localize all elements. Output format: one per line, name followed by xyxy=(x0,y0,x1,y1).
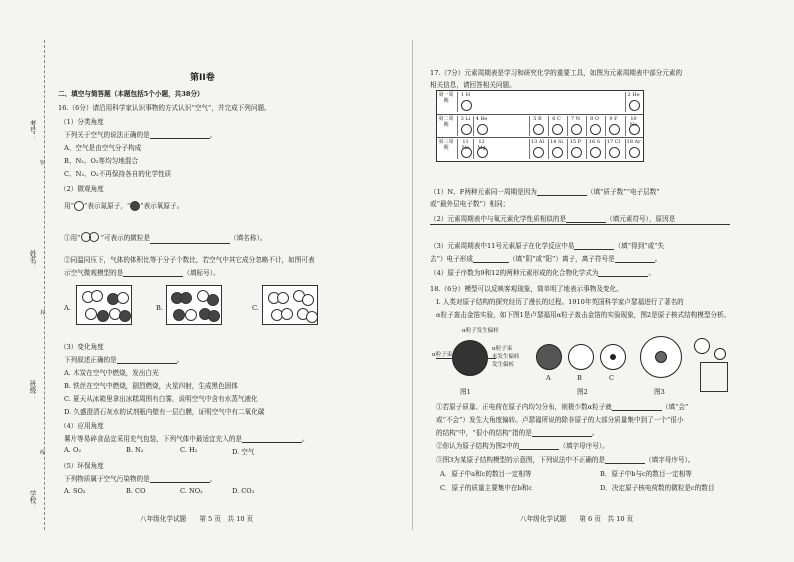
period-row-3 xyxy=(437,137,643,161)
q16-part4-option-d: D. 空气 xyxy=(232,448,255,456)
page-footer-6: 八年级化学试题 第 6 页 共 10 页 xyxy=(520,515,634,523)
q16-legend: 用“ ”表示氮原子，“ ”表示氧原子。 xyxy=(64,202,184,210)
nitrogen-molecule-icon xyxy=(81,232,101,244)
q18-intro-2: α粒子轰击金箔实验，如下图1是卢瑟福用α粒子轰击金箔的实验现象，图2是原子核式结构模型分析。 xyxy=(436,311,731,319)
periodic-table xyxy=(436,90,644,162)
answer-blank[interactable] xyxy=(150,482,210,483)
answer-blank[interactable] xyxy=(566,222,606,223)
class-label: 班级： xyxy=(28,380,36,400)
model-a-icon xyxy=(536,344,562,370)
period-row-1 xyxy=(437,91,643,114)
q17-part2: （2）元素周期表中与氧元素化学性质相似的是 （填元素符号），原因是 xyxy=(430,215,676,223)
box-b-label: B. xyxy=(156,304,163,312)
answer-blank[interactable] xyxy=(537,195,587,196)
q16-part5-option-c: C. NO₂ xyxy=(180,487,203,495)
answer-blank[interactable] xyxy=(150,243,230,244)
page-divider xyxy=(412,40,413,530)
name-label: 姓名： xyxy=(28,250,36,270)
oxygen-atom-icon xyxy=(130,201,140,211)
q16-part4-question: 薯片等易碎食品宜采用充气包装，下列气体中最适宜充入的是 。 xyxy=(64,435,309,443)
q16-part5-option-b: B. CO xyxy=(126,487,146,495)
q16-part5-option-a: A. SO₂ xyxy=(64,487,86,495)
period-1-label: 第一周期 xyxy=(438,92,454,104)
model-a-label: A xyxy=(546,374,551,382)
element-cell: 8 O xyxy=(586,116,602,136)
q16-part1-option-a: A、空气是由空气分子构成 xyxy=(64,144,142,152)
q17-stem-2: 相关信息，请回答相关问题。 xyxy=(430,81,516,89)
answer-blank[interactable] xyxy=(598,276,648,277)
q18-s1-cont-2: 的结构”中，“很小的结构”指的是 。 xyxy=(436,429,599,437)
model-box-c[interactable] xyxy=(262,285,318,325)
exam-number-label: 考号： xyxy=(28,120,36,140)
q17-part3-cont: 去”）电子形成 （填“阴”或“阳”）离子，离子符号是 。 xyxy=(430,255,662,263)
element-cell: 7 N xyxy=(567,116,583,136)
box-a-label: A. xyxy=(64,304,71,312)
figure-3-label: 图3 xyxy=(654,388,665,396)
school-label: 学校： xyxy=(28,490,36,510)
fig-label-undeflected: 未发生偏转 xyxy=(492,354,520,360)
element-cell: 5 B xyxy=(529,116,545,136)
answer-blank[interactable] xyxy=(242,442,302,443)
q17-part3: （3）元素周期表中11号元素原子在化学反应中易 （填“得到”或“失 xyxy=(430,242,665,250)
model-box-a[interactable] xyxy=(76,285,132,325)
model-b-label: B xyxy=(577,374,582,382)
element-cell: 11 Na xyxy=(457,139,473,159)
q18-s3-option-a: A．原子中a和c的数目一定相等 xyxy=(440,470,532,478)
element-cell: 10 Ne xyxy=(625,116,641,136)
answer-blank[interactable] xyxy=(519,449,559,450)
q16-part2-1: ①用“ ”可表示的微粒是 （填名称）。 xyxy=(64,234,267,242)
q17-part1-cont: 或“最外层电子数”）相同； xyxy=(430,200,510,208)
element-cell: 12 Mg xyxy=(473,139,489,159)
element-cell: 3 Li xyxy=(457,116,473,136)
element-cell: 2 He xyxy=(625,92,641,112)
q18-s2: ②你认为原子结构为图2中的 （填字母序号）。 xyxy=(436,442,609,450)
q16-part1-heading: （1）分类角度 xyxy=(60,118,104,126)
figure-1-label: 图1 xyxy=(460,388,471,396)
element-cell: 13 Al xyxy=(529,139,545,159)
model-c-label: C xyxy=(609,374,615,382)
binding-strip xyxy=(14,40,54,530)
particle-b-icon xyxy=(714,348,726,360)
fig-label-deflected: 发生偏转 xyxy=(492,362,515,368)
model-box-b[interactable] xyxy=(166,285,222,325)
element-cell: 1 H xyxy=(457,92,473,112)
seal-mark-mi: 密 xyxy=(40,160,46,166)
q16-part2-2b: 示空气微观模型的是 （填标号）。 xyxy=(64,269,220,277)
q18-s1: ①若原子质量、正电荷在原子内均匀分布，则极少数α粒子就 （填“会” xyxy=(436,403,689,411)
model-b-icon xyxy=(568,344,594,370)
nucleus-icon xyxy=(610,354,616,360)
period-3-label: 第三周期 xyxy=(438,139,454,151)
q18-s3-option-d: D．决定原子核电荷数的微粒是c的数目 xyxy=(600,484,715,492)
box-c-label: C. xyxy=(252,304,259,312)
element-cell: 14 Si xyxy=(548,139,564,159)
nitrogen-atom-icon xyxy=(74,201,84,211)
fig-label-beam: α粒子束 xyxy=(432,352,453,358)
fig-label-deflect: α粒子发生偏转 xyxy=(462,328,499,334)
q16-part3-option-c: C. 夏天从冰箱里拿出冰糕周围有白雾，说明空气中含有水蒸气液化 xyxy=(64,395,258,403)
atom-model-figures xyxy=(432,328,752,400)
answer-blank[interactable] xyxy=(117,363,177,364)
q17-part4: （4）原子序数为9和12的两种元素形成的化合物化学式为 。 xyxy=(430,269,656,277)
answer-blank[interactable] xyxy=(473,262,509,263)
answer-line[interactable] xyxy=(430,224,730,225)
q16-part4-option-c: C. H₂ xyxy=(180,446,198,454)
q16-part2-2: ②同温同压下，气体的体积比等于分子个数比，若空气中其它成分忽略不计，如图可表 xyxy=(64,256,315,264)
q16-part4-option-a: A. O₂ xyxy=(64,446,82,454)
section-heading: 二、填空与简答题（本题包括5个小题，共38分） xyxy=(58,90,204,98)
seal-mark-feng: 封 xyxy=(40,310,46,316)
q16-part1-option-b: B、N₂、O₂等均匀地混合 xyxy=(64,157,139,165)
answer-blank[interactable] xyxy=(615,262,655,263)
element-cell: 4 Be xyxy=(473,116,489,136)
q16-part5-option-d: D. CO₂ xyxy=(232,487,255,495)
seal-mark-xian: 线 xyxy=(40,450,46,456)
nucleus-icon xyxy=(655,351,667,363)
fig-label-beam-2: α粒子束 xyxy=(492,346,513,352)
q18-s3-option-b: B．原子中b与c的数目一定相等 xyxy=(600,470,692,478)
flask-icon xyxy=(700,362,728,392)
answer-blank[interactable] xyxy=(574,249,614,250)
q16-part3-question: 下列叙述正确的是 。 xyxy=(64,356,184,364)
q16-part5-heading: （5）环保角度 xyxy=(60,462,104,470)
answer-blank[interactable] xyxy=(605,463,645,464)
q16-part3-option-b: B. 铁丝在空气中燃烧，剧烈燃烧，火星四射，生成黑色固体 xyxy=(64,382,238,390)
period-row-2 xyxy=(437,114,643,138)
answer-blank[interactable] xyxy=(123,276,183,277)
q16-part1-question: 下列关于空气的说法正确的是 。 xyxy=(64,131,217,139)
page-footer-5: 八年级化学试题 第 5 页 共 10 页 xyxy=(140,515,254,523)
q16-part3-option-d: D. 久盛澄清石灰水的试剂瓶内壁有一层白膜，证明空气中有二氧化碳 xyxy=(64,408,265,416)
q16-part2-heading: （2）微观角度 xyxy=(60,185,104,193)
q16-part5-question: 下列物质属于空气污染物的是 。 xyxy=(64,475,217,483)
q17-stem: 17.（7分）元素周期表是学习和研究化学的重要工具，如图为元素周期表中部分元素的 xyxy=(430,69,683,77)
element-cell: 9 F xyxy=(605,116,621,136)
q16-stem: 16.（6分）请沿用科学家认识事物的方式认识“空气”，并完成下列问题。 xyxy=(58,104,271,112)
q16-part1-option-c: C、N₂、O₂不再保持各自的化学性质 xyxy=(64,170,172,178)
element-cell: 16 S xyxy=(586,139,602,159)
beam-line xyxy=(436,358,496,359)
q18-s3-option-c: C．原子的质量主要集中在b和c xyxy=(440,484,533,492)
element-cell: 6 C xyxy=(548,116,564,136)
element-cell: 18 Ar xyxy=(625,139,641,159)
particle-a-icon xyxy=(694,338,710,354)
answer-blank[interactable] xyxy=(612,410,662,411)
q18-s3: ③图3为某原子结构模型的示意图，下列说法中不正确的是 （填字母序号）。 xyxy=(436,456,695,464)
q16-part3-heading: （3）变化角度 xyxy=(60,343,104,351)
seal-line xyxy=(44,40,45,530)
element-cell: 17 Cl xyxy=(605,139,621,159)
answer-blank[interactable] xyxy=(150,138,210,139)
figure-2-label: 图2 xyxy=(577,388,588,396)
answer-blank[interactable] xyxy=(532,436,592,437)
period-2-label: 第二周期 xyxy=(438,116,454,128)
page-title: 第II卷 xyxy=(190,73,215,83)
q18-s1-cont: 或“不会”）发生大角度偏转。卢瑟福所说的除非原子的大部分质量集中到了一个“很小 xyxy=(436,416,684,424)
element-cell: 15 P xyxy=(567,139,583,159)
q18-intro-1: Ⅰ. 人类对原子结构的探究经历了漫长的过程。1910年英国科学家卢瑟福进行了著名的 xyxy=(436,298,684,306)
q17-part1: （1）N、F两种元素同一周期是因为 （填“质子数”“电子层数” xyxy=(430,188,660,196)
q16-part4-heading: （4）应用角度 xyxy=(60,422,104,430)
q16-part3-option-a: A. 木炭在空气中燃烧，发出白光 xyxy=(64,369,159,377)
q18-stem: 18.（6分）模型可以反映客观现象，简单明了地表示事物及变化。 xyxy=(430,285,623,293)
q16-part4-option-b: B. N₂ xyxy=(126,446,144,454)
